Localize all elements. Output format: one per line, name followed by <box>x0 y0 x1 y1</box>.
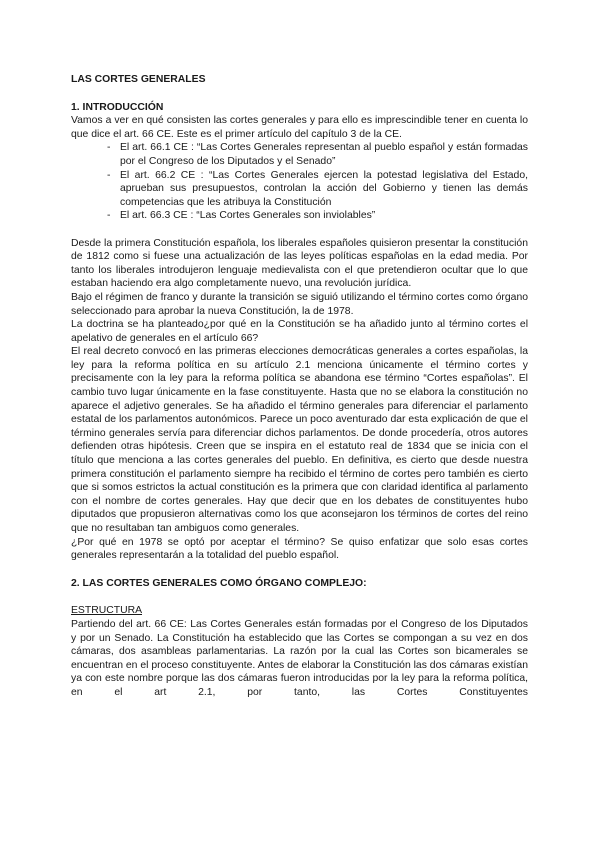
article-text: El art. 66.2 CE : “Las Cortes Generales ejercen la potestad legislativa del Estado, aprueban sus presupuestos, controlan la acción del Gobierno y tienen las demás competencias que les atribuya la Constitución <box>120 169 528 208</box>
blank-line <box>71 223 528 237</box>
list-dash: - <box>107 210 111 222</box>
article-item <box>107 141 528 168</box>
section-heading-organo-complejo: 2. LAS CORTES GENERALES COMO ÓRGANO COMPLEJO: <box>71 577 367 589</box>
list-dash: - <box>107 169 111 181</box>
body-paragraph: Partiendo del art. 66 CE: Las Cortes Generales están formadas por el Congreso de los Diputados y por un Senado. La Constitución ha establecido que las Cortes se compongan a su vez en dos cámaras, dos asambleas parlamentarias. La razón por la cual las Cortes son bicamerales se encuentran en el proceso constituyente. Antes de elaborar la Constitución las dos cámaras existían ya con este nombre porque las dos cámaras fueron introducidas por la ley para la reforma política, en el art 2.1, por tanto, las Cortes Constituyentes <box>71 618 528 698</box>
body-paragraph: ¿Por qué en 1978 se optó por aceptar el término? Se quiso enfatizar que solo esas cortes generales representarán a la totalidad del pueblo español. <box>71 536 528 562</box>
article-text: El art. 66.3 CE : “Las Cortes Generales son inviolables” <box>120 210 376 222</box>
article-list <box>71 141 528 223</box>
article-text: El art. 66.1 CE : “Las Cortes Generales representan al pueblo español y están formadas por el Congreso de los Diputados y el Senado” <box>120 142 528 167</box>
article-item <box>107 209 528 223</box>
body-paragraph: Desde la primera Constitución española, los liberales españoles quisieron presentar la constitución de 1812 como si fuese una actualización de las leyes políticas españolas en la edad media. Por tanto los liberales introdujeron lenguaje medievalista con el que pretendieron ocultar que lo que estaban haciendo era algo completamente nuevo, una revolución jurídica. <box>71 237 528 290</box>
body-paragraph: La doctrina se ha planteado¿por qué en la Constitución se ha añadido junto al término cortes el apelativo de generales en el artículo 66? <box>71 319 528 344</box>
intro-paragraph: Vamos a ver en qué consisten las cortes generales y para ello es imprescindible tener en cuenta lo que dice el art. 66 CE. Este es el primer artículo del capítulo 3 de la CE. <box>71 115 528 140</box>
body-paragraph: Bajo el régimen de franco y durante la transición se siguió utilizando el término cortes como órgano seleccionado para aprobar la nueva Constitución, la de 1978. <box>71 291 528 317</box>
article-item <box>107 169 528 210</box>
section-heading-introduccion: 1. INTRODUCCIÓN <box>71 101 164 113</box>
body-paragraph: El real decreto convocó en las primeras elecciones democráticas generales a cortes españolas, la ley para la reforma política en su artículo 2.1 menciona únicamente el término cortes y precisamente con la ley para la reforma política se abandona ese término “Cortes españolas”. El cambio tuvo lugar únicamente en la fase constituyente. Hasta que no se elabora la constitución no aparece el adjetivo generales. Se ha añadido el término generales para diferenciar el parlamento estatal de los parlamentos autonómicos. Parece un poco aventurado dar esta explicación de que el término generales servía para diferenciar dichos parlamentos. De donde procedería, otros autores defienden otras hipótesis. Creen que se inspira en el estatuto real de 1834 que se inicia con el título que menciona a las cortes generales del pueblo. En definitiva, es cierto que desde nuestra primera constitución el parlamento siempre ha recibido el término de cortes pero también es cierto que si somos estrictos la actual constitución es la primera que con claridad identifica al parlamento con el nombre de cortes generales. Hay que decir que en los debates de constituyentes hubo diputados que propusieron alternativas como los que aconsejaron los términos de cortes del reino que no resultaban tan ambiguos como generales. <box>71 346 528 534</box>
list-dash: - <box>107 142 111 154</box>
document-title: LAS CORTES GENERALES <box>71 74 206 85</box>
subheading-estructura: ESTRUCTURA <box>71 605 143 617</box>
